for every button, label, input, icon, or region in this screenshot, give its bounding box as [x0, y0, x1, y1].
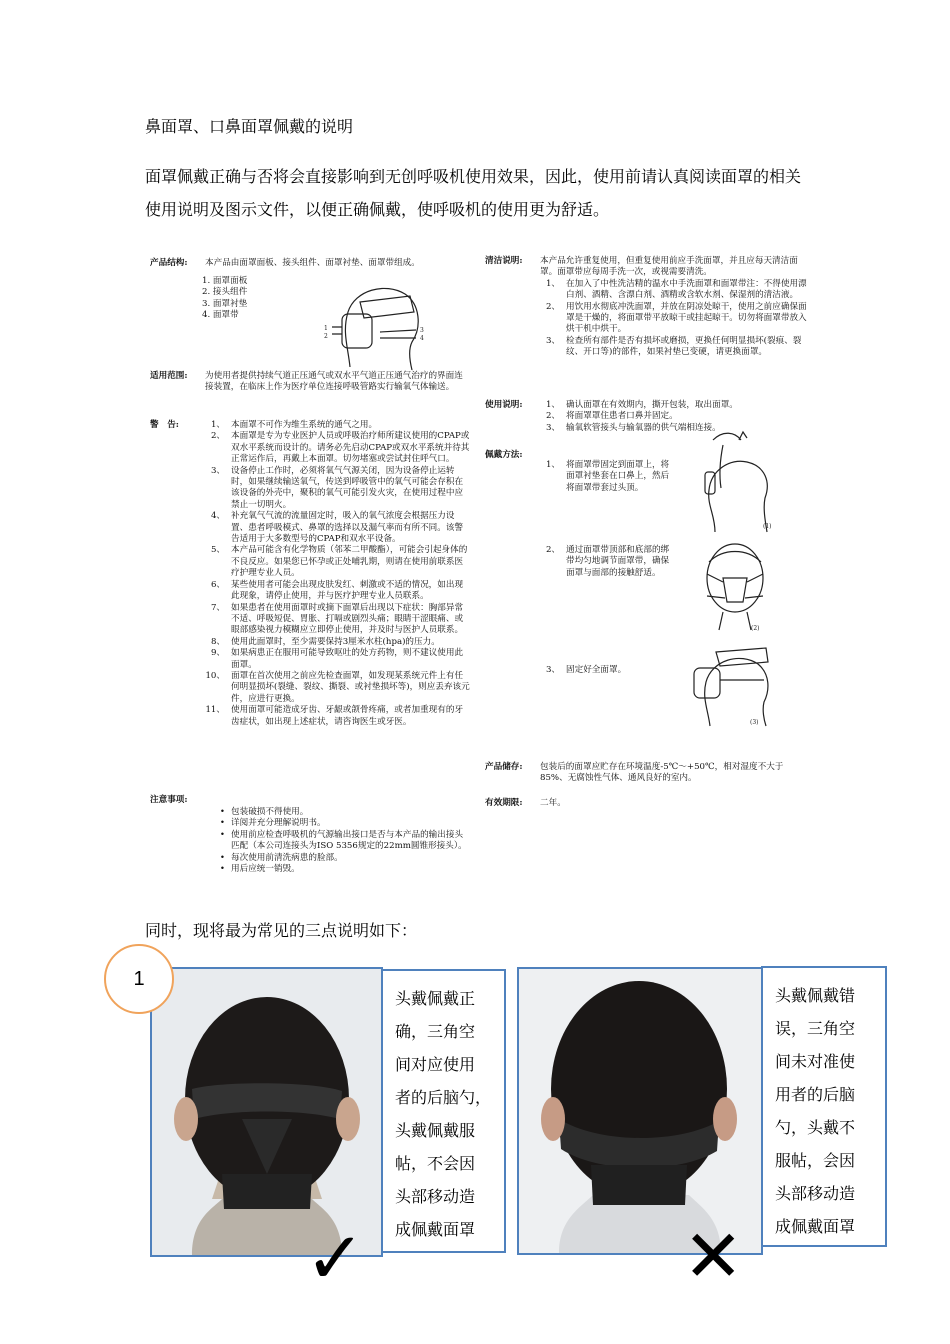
structure-items: [202, 276, 247, 322]
cleaning-head: 清洁说明:: [485, 256, 523, 266]
check-mark-icon: ✓: [305, 1216, 366, 1300]
caption-line: 头戴佩戴错: [775, 986, 856, 1005]
structure-item: 3. 面罩衬垫: [202, 298, 248, 309]
structure-item: 4. 面罩带: [202, 310, 239, 321]
wearing-sketch-3: [680, 630, 780, 730]
warning-list: [205, 420, 470, 728]
mask-structure-sketch: [320, 272, 440, 372]
caption-line: 帖，不会因: [395, 1154, 476, 1173]
warning-item: 9、 如果病患正在服用可能导致呕吐的处方药物，则不建议使用此面罩。: [210, 648, 464, 670]
manual-scan: [150, 250, 810, 895]
warning-item: 8、 使用此面罩时，至少需要保持3厘米水柱(hpa)的压力。: [210, 636, 440, 647]
svg-text:1: 1: [324, 325, 328, 332]
caption-line: 头部移动造: [395, 1187, 476, 1206]
notes-head: 注意事项:: [150, 795, 188, 805]
wrong-headgear-photo: [517, 967, 763, 1255]
warning-head: 警 告:: [150, 420, 179, 430]
caption-line: 者的后脑勺，: [395, 1088, 492, 1107]
validity-head: 有效期限:: [485, 798, 523, 808]
warning-item: 3、 设备停止工作时，必须将氧气气源关闭，因为设备停止运转时，如果继续输送氧气，传送到呼吸管中的氧气可能会存积在该设备的外壳中，聚积的氧气可能引发火灾，在使用过程中应禁止一切明火。: [210, 465, 464, 510]
svg-text:2: 2: [324, 333, 328, 340]
correct-caption-box: [381, 969, 506, 1253]
note-item: • 详阅并充分理解说明书。: [219, 818, 326, 829]
structure-item: 2. 接头组件: [202, 287, 248, 298]
head-back-image: [519, 969, 761, 1253]
warning-item: 6、 某些使用者可能会出现皮肤发红、刺激或不适的情况，如出现此现象，请停止使用，并与医疗护理专业人员联系。: [210, 579, 464, 602]
cross-mark-icon: ✕: [683, 1214, 744, 1298]
cleaning-item: 2、 用饮用水彻底冲洗面罩，并放在阴凉处晾干，使用之前应确保面罩是干燥的，将面罩带平放晾干或挂起晾干。切勿将面罩带放入烘干机中烘干。: [545, 301, 807, 335]
page-title: 鼻面罩、口鼻面罩佩戴的说明: [145, 117, 354, 136]
step-number-badge: 1: [104, 944, 174, 1014]
caption-line: 服帖，会因: [775, 1151, 856, 1170]
wearing-step-2: 2、 通过面罩带顶部和底部的绑带均匀地调节面罩带，确保面罩与面部的接触舒适。: [545, 545, 670, 578]
warning-item: 5、 本产品可能含有化学物质（邻苯二甲酸酯），可能会引起身体的不良反应。如果您已怀孕或正处哺乳期，则请在使用前联系医疗护理专业人员。: [210, 545, 468, 579]
note-item: • 包装破损不得使用。: [219, 807, 309, 817]
warning-item: 1、 本面罩不可作为维生系统的通气之用。: [210, 420, 378, 430]
validity-text: 二年。: [540, 798, 566, 808]
note-item: • 用后应统一销毁。: [219, 864, 300, 875]
cleaning-item: 1、 在加入了中性洗洁精的温水中手洗面罩和面罩带注：不得使用漂白剂、酒精、含漂白剂、酒精或含软水剂、保湿剂的清洁液。: [545, 278, 807, 301]
svg-text:4: 4: [420, 335, 424, 342]
scope-head: 适用范围:: [150, 371, 188, 381]
usage-item: 2、 将面罩罩住患者口鼻并固定。: [545, 411, 678, 422]
warning-item: 10、 面罩在首次使用之前应先检查面罩，如发现某系统元件上有任何明显损坏(裂缝、裂纹、撕裂、或衬垫损坏等)，则应丢弃该元件，应进行更换。: [205, 670, 470, 704]
head-back-image: [152, 969, 381, 1255]
intro-paragraph: 面罩佩戴正确与否将会直接影响到无创呼吸机使用效果，因此，使用前请认真阅读面罩的相关使用说明及图示文件，以便正确佩戴，使呼吸机的使用更为舒适。: [145, 167, 802, 219]
caption-line: 误，三角空: [775, 1019, 856, 1038]
svg-text:3: 3: [420, 327, 424, 334]
caption-line: 确，三角空: [395, 1022, 476, 1041]
wearing-step-3: 3、 固定好全面罩。: [545, 665, 627, 675]
caption-line: 用者的后脑: [775, 1085, 856, 1104]
structure-head: 产品结构:: [150, 258, 188, 268]
caption-line: 头部移动造: [775, 1184, 856, 1203]
caption-line: 成佩戴面罩: [775, 1217, 856, 1236]
fig-label: (2): [751, 625, 760, 632]
caption-line: 勺，头戴不: [775, 1118, 856, 1137]
wearing-sketch-1: [685, 420, 785, 535]
structure-item: 1. 面罩面板: [202, 276, 248, 286]
fig-label: (3): [750, 719, 759, 726]
fig-label: (1): [763, 523, 772, 530]
caption-line: 间未对准使: [775, 1052, 856, 1071]
storage-text: 包装后的面罩应贮存在环境温度-5℃～+50℃，相对湿度不大于85%、无腐蚀性气体、通风良好的室内。: [540, 762, 784, 784]
warning-item: 2、 本面罩是专为专业医护人员或呼吸治疗师所建议使用的CPAP或双水平系统而设计的。请务必先启动CPAP或双水平系统并待其正常运作后，再戴上本面罩。切勿堵塞或尝试封住呼气口。: [210, 431, 470, 465]
warning-item: 11、 使用面罩可能造成牙齿、牙龈或颌骨疼痛，或者加重现有的牙齿症状，如出现上述症状，请咨询医生或牙医。: [205, 705, 464, 727]
caption-line: 头戴佩戴服: [395, 1121, 476, 1140]
cleaning-intro: 本产品允许重复使用，但重复使用前应手洗面罩，并且应每天清洁面罩。面罩带应每周手洗一次，或视需要清洗。: [540, 256, 798, 278]
storage-head: 产品储存:: [485, 762, 523, 772]
scope-text: 为使用者提供持续气道正压通气或双水平气道正压通气治疗的界面连接装置，在临床上作为医疗单位连接呼吸管路实行输氧气体输送。: [205, 371, 463, 393]
warning-item: 4、 补充氧气气流的流量固定时，吸入的氧气浓度会根据压力设置、患者呼吸模式、鼻罩的选择以及漏气率而有所不同。该警告适用于大多数型号的CPAP和双水平设备。: [210, 511, 464, 545]
usage-head: 使用说明:: [485, 400, 523, 410]
notes-list: [205, 807, 470, 875]
structure-text: 本产品由面罩面板、接头组件、面罩衬垫、面罩带组成。: [205, 258, 420, 268]
wearing-step-1: 1、 将面罩带固定到面罩上，将面罩衬垫套在口鼻上，然后将面罩带套过头顶。: [545, 460, 670, 493]
wearing-head: 佩戴方法:: [485, 450, 523, 460]
note-item: • 每次使用前清洗病患的脸部。: [219, 852, 343, 863]
warning-item: 7、 如果患者在使用面罩时或摘下面罩后出现以下症状：胸部异常不适、呼吸短促、胃胀、打嗝或剧烈头痛；眼睛干涩眼痛、或眼部感染视力模糊应立即停止使用，并及时与医护人员联系。: [210, 602, 464, 636]
wearing-sketch-2: [695, 538, 775, 633]
caption-line: 头戴佩戴正: [395, 989, 476, 1008]
correct-headgear-photo: [150, 967, 383, 1257]
wrong-caption-box: [761, 966, 887, 1247]
cleaning-item: 3、 检查所有部件是否有损坏或磨损，更换任何明显损坏(裂痕、裂纹、开口等)的部件，如果衬垫已变硬，请更换面罩。: [545, 335, 802, 358]
usage-item: 1、 确认面罩在有效期内，撕开包装，取出面罩。: [545, 400, 738, 410]
caption-line: 成佩戴面罩: [395, 1220, 476, 1239]
usage-item: 3、 输氧软管接头与输氧器的供气端相连接。: [545, 422, 721, 433]
note-item: • 使用前应检查呼吸机的气源输出接口是否与本产品的输出接头匹配（本公司连接头为ISO 5356规定的22mm圆锥形接头）。: [219, 829, 467, 852]
caption-line: 间对应使用: [395, 1055, 476, 1074]
three-points-intro: 同时，现将最为常见的三点说明如下：: [145, 921, 418, 940]
cleaning-text: [540, 256, 808, 359]
